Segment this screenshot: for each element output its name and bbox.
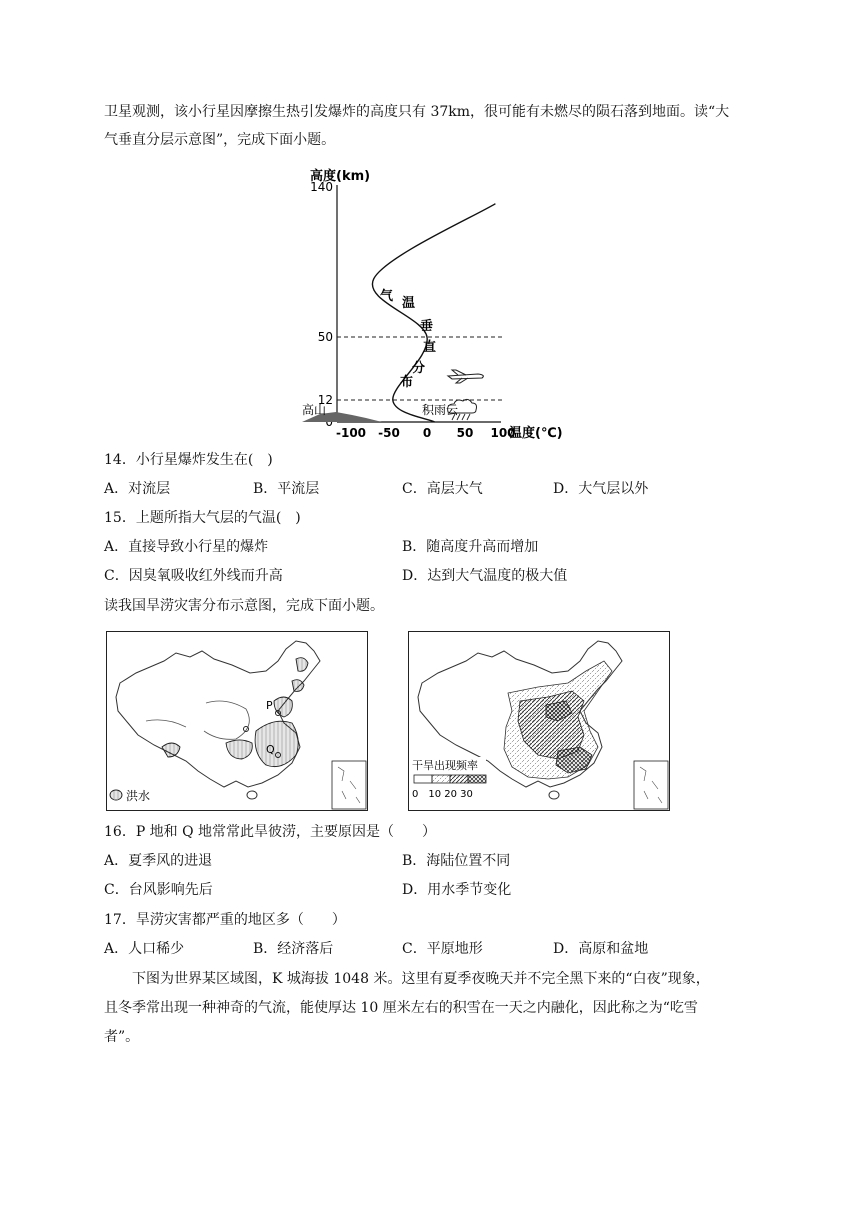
- curve-label-char: 分: [412, 361, 426, 376]
- q15-option-d[interactable]: D．达到大气温度的极大值: [402, 568, 568, 584]
- q15-option-c[interactable]: C．因臭氧吸收红外线而升高: [104, 568, 283, 584]
- x-tick-label: -50: [378, 426, 400, 440]
- intro-line-1: 卫星观测，该小行星因摩擦生热引发爆炸的高度只有 37km，很可能有未燃尽的陨石落到地面。读“大: [104, 104, 730, 120]
- q17-option-d[interactable]: D．高原和盆地: [553, 941, 649, 957]
- curve-label-char: 温: [402, 296, 416, 311]
- q15-option-b[interactable]: B．随高度升高而增加: [402, 539, 539, 555]
- x-axis-label: 温度(℃): [509, 426, 563, 441]
- temperature-curve: [372, 204, 495, 422]
- y-tick-label: 50: [317, 330, 333, 344]
- curve-label-char: 布: [400, 375, 414, 390]
- drought-legend-ticks: 0 10 20 30: [412, 789, 473, 800]
- q15-option-a[interactable]: A．直接导致小行星的爆炸: [104, 539, 269, 555]
- q16-option-c[interactable]: C．台风影响先后: [104, 882, 213, 898]
- passage-line-1: 下图为世界某区域图，K 城海拔 1048 米。这里有夏季夜晚天并不完全黑下来的“白夜”现象，: [132, 971, 710, 987]
- south-china-sea-inset: [332, 761, 366, 809]
- flood-legend-swatch: [110, 790, 122, 800]
- q16-option-d[interactable]: D．用水季节变化: [402, 882, 512, 898]
- x-tick-label: 0: [422, 426, 432, 440]
- intro-line-2: 气垂直分层示意图”，完成下面小题。: [104, 132, 336, 148]
- q16-option-a[interactable]: A．夏季风的进退: [104, 853, 213, 869]
- south-china-sea-inset: [634, 761, 668, 809]
- map-intro: 读我国旱涝灾害分布示意图，完成下面小题。: [104, 598, 384, 614]
- flood-area-east: [255, 721, 298, 766]
- mountain-label: 高山: [302, 403, 327, 417]
- drought-map: [408, 631, 670, 811]
- y-axis-label: 高度(km): [310, 169, 371, 184]
- passage-line-3: 者”。: [104, 1029, 140, 1045]
- passage-line-2: 且冬季常出现一种神奇的气流，能使厚达 10 厘米左右的积雪在一天之内融化，因此称之为“吃雪: [104, 1000, 698, 1016]
- y-tick-label: 140: [310, 180, 333, 194]
- point-q-label: Q: [266, 743, 275, 756]
- q14-option-c[interactable]: C．高层大气: [402, 481, 483, 497]
- q16-stem: 16．P 地和 Q 地常常此旱彼涝，主要原因是（ ）: [104, 824, 437, 840]
- q14-option-d[interactable]: D．大气层以外: [553, 481, 649, 497]
- q15-stem: 15．上题所指大气层的气温( ): [104, 510, 301, 526]
- drought-legend-bar: [414, 775, 486, 783]
- airplane-icon: [448, 370, 483, 383]
- curve-label-char: 直: [423, 340, 437, 355]
- q17-stem: 17．旱涝灾害都严重的地区多（ ）: [104, 912, 346, 928]
- q17-option-c[interactable]: C．平原地形: [402, 941, 483, 957]
- x-tick-label: -100: [335, 426, 367, 440]
- x-tick-label: 100: [490, 426, 516, 440]
- point-p-label: P: [266, 699, 273, 712]
- q14-option-b[interactable]: B．平流层: [253, 481, 320, 497]
- q17-option-a[interactable]: A．人口稀少: [104, 941, 185, 957]
- flood-map: [106, 631, 368, 811]
- y-tick-label: 12: [317, 393, 333, 407]
- curve-label-char: 垂: [420, 319, 434, 334]
- curve-label-char: 气: [380, 289, 394, 304]
- atmosphere-chart: [290, 160, 590, 445]
- q14-stem: 14．小行星爆炸发生在( ): [104, 452, 273, 468]
- cloud-label: 积雨云: [422, 403, 459, 417]
- q17-option-b[interactable]: B．经济落后: [253, 941, 334, 957]
- flood-legend-label: 洪水: [126, 789, 151, 803]
- q14-option-a[interactable]: A．对流层: [104, 481, 171, 497]
- x-tick-label: 50: [456, 426, 474, 440]
- drought-legend-title: 干旱出现频率: [412, 759, 478, 772]
- q16-option-b[interactable]: B．海陆位置不同: [402, 853, 511, 869]
